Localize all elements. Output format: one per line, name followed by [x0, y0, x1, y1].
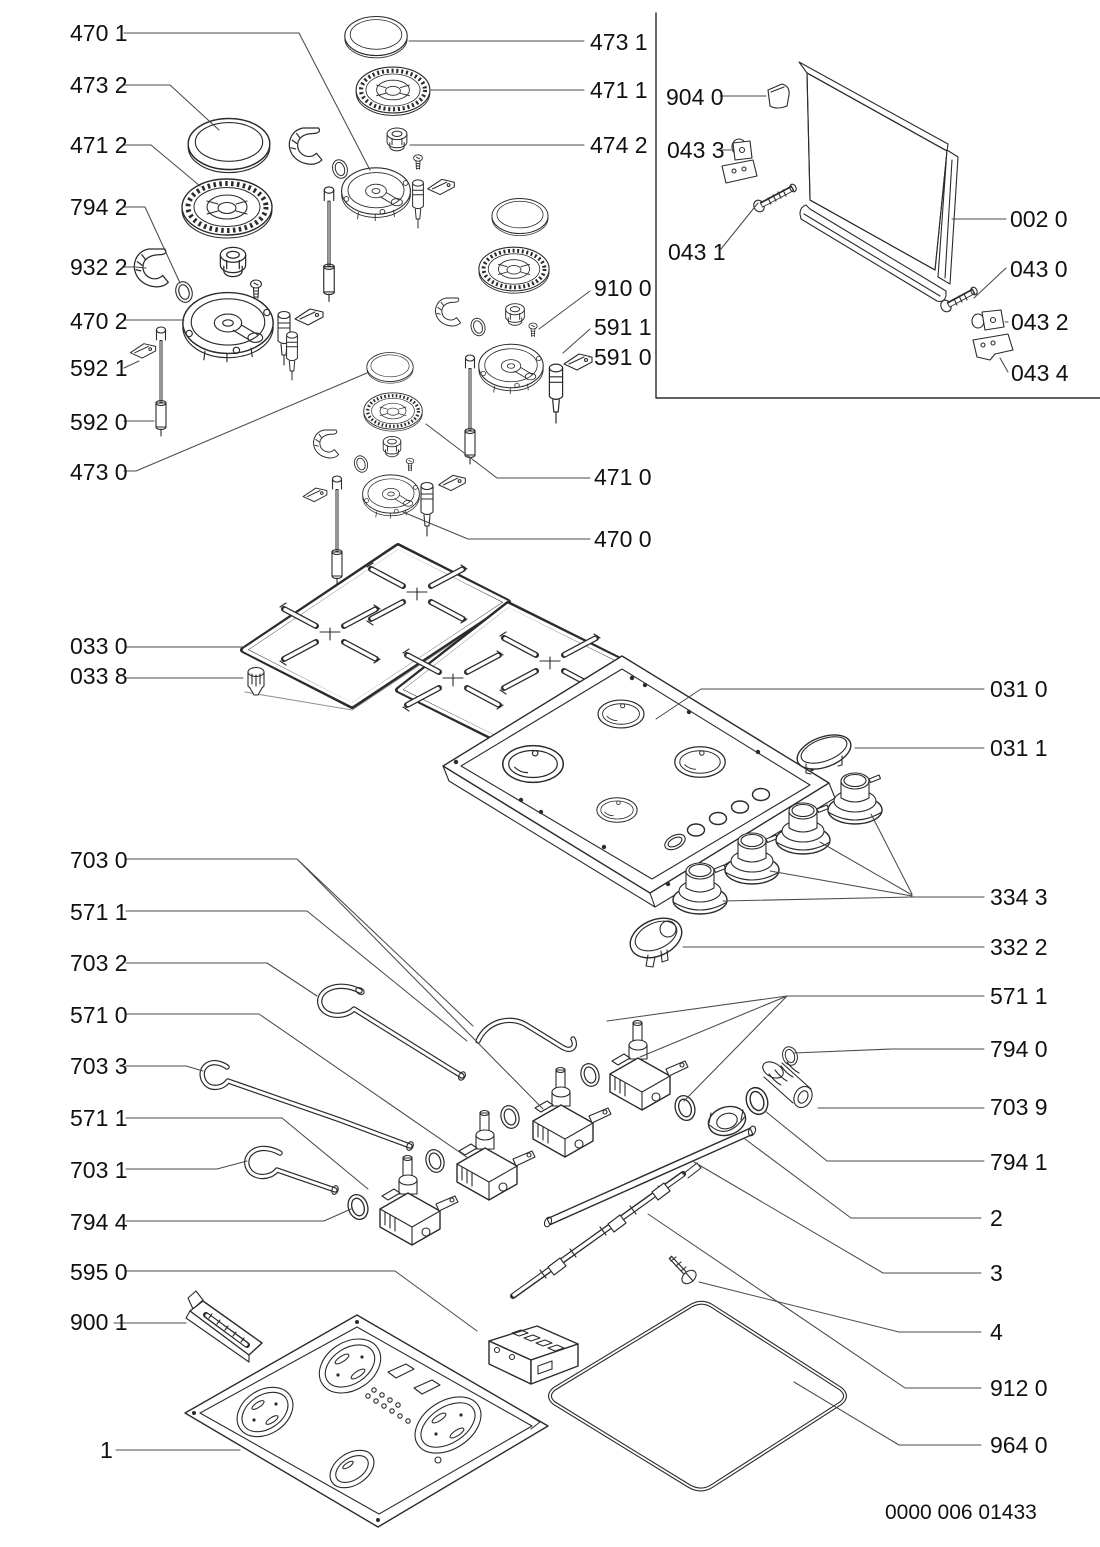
burner-opening: [503, 746, 563, 783]
gas-tap-valve: [457, 1111, 535, 1201]
screw: [414, 155, 423, 169]
bracket-plate-043-4: [973, 334, 1013, 360]
callout-904-0: 904 0: [666, 84, 724, 110]
callout-794-0: 794 0: [990, 1036, 1048, 1062]
injector-nut: [383, 436, 401, 456]
callout-591-1: 591 1: [594, 314, 652, 340]
callout-002-0: 002 0: [1010, 206, 1068, 232]
terminal-clip: [439, 475, 466, 490]
callout-471-0: 471 0: [594, 464, 652, 490]
leader-910-0: [539, 291, 590, 329]
leader-2: [745, 1139, 981, 1218]
injector-nut: [387, 128, 407, 151]
callout-473-0: 473 0: [70, 459, 128, 485]
gas-tap-valve: [380, 1156, 458, 1246]
spark-electrode: [156, 327, 166, 436]
callout-4: 4: [990, 1319, 1003, 1345]
callout-703-3: 703 3: [70, 1053, 128, 1079]
thermocouple: [413, 180, 424, 228]
leader-703-1: [126, 1161, 247, 1169]
terminal-clip: [303, 488, 327, 502]
thermocouple-clip-591-0: [564, 354, 592, 370]
burner-body: [183, 293, 273, 362]
flame-spreader-ring: [356, 67, 430, 115]
spark-generator-595-0: [489, 1326, 578, 1384]
screw-910: [529, 323, 537, 337]
seal-gasket-964-0: [550, 1303, 845, 1490]
burner-body: [363, 475, 420, 519]
callout-571-1a: 571 1: [70, 899, 128, 925]
grid-cross-arms: [280, 603, 380, 665]
terminal-clip: [428, 179, 455, 194]
callout-043-0: 043 0: [1010, 256, 1068, 282]
o-ring: [469, 316, 487, 337]
flame-spreader-ring: [364, 393, 423, 431]
coupling-ring: [498, 1103, 522, 1130]
leader-703-0: [126, 859, 543, 1109]
callout-3: 3: [990, 1260, 1003, 1286]
leader-043-0: [974, 268, 1006, 298]
burner-group-left: [130, 119, 323, 437]
callout-473-2: 473 2: [70, 72, 128, 98]
corner-piece-904: [768, 84, 789, 108]
callout-471-1: 471 1: [590, 77, 648, 103]
burner-group-top: [287, 17, 455, 381]
callout-703-0: 703 0: [70, 847, 128, 873]
leader-912-0: [648, 1214, 981, 1388]
callout-595-0: 595 0: [70, 1259, 128, 1285]
callout-470-0: 470 0: [594, 526, 652, 552]
saddle-clip: [289, 128, 322, 164]
callout-1: 1: [100, 1437, 113, 1463]
leader-794-4: [126, 1209, 351, 1221]
callout-592-0: 592 0: [70, 409, 128, 435]
leader-471-0: [426, 424, 590, 478]
leader-571-0: [126, 1014, 468, 1158]
burner-body: [342, 168, 411, 221]
saddle-clip: [436, 298, 461, 326]
terminal-clip: [130, 344, 155, 358]
callout-703-1: 703 1: [70, 1157, 128, 1183]
leader-794-0: [794, 1049, 984, 1053]
leader-043-1: [721, 203, 758, 249]
heat-shield-grill: [799, 62, 958, 301]
leader-571-1a: [126, 911, 467, 1041]
callout-043-2: 043 2: [1011, 309, 1069, 335]
ignition-button-332-2: [624, 911, 688, 967]
leader-595-0: [126, 1271, 477, 1331]
terminal-clip: [295, 309, 323, 325]
coupling-ring: [578, 1061, 602, 1088]
injector-nut: [506, 304, 525, 326]
leader-794-1: [765, 1111, 984, 1161]
callout-794-1: 794 1: [990, 1149, 1048, 1175]
electrode-sleeve: [287, 332, 298, 380]
coupling-ring: [423, 1147, 447, 1174]
callout-794-4: 794 4: [70, 1209, 128, 1235]
leader-703-2: [126, 963, 317, 996]
igniter-591-1: [549, 364, 562, 423]
burner-box-bracket-900-1: [186, 1291, 262, 1362]
saddle-clip: [314, 430, 339, 458]
callout-703-9: 703 9: [990, 1094, 1048, 1120]
callout-794-2: 794 2: [70, 194, 128, 220]
callout-900-1: 900 1: [70, 1309, 128, 1335]
burner-opening: [675, 747, 725, 778]
grid-cross-arms: [367, 563, 467, 625]
burner-cap: [188, 119, 270, 173]
callout-033-0: 033 0: [70, 633, 128, 659]
leader-703-3: [126, 1066, 203, 1071]
callout-471-2: 471 2: [70, 132, 128, 158]
burner-opening: [597, 798, 637, 822]
screw: [251, 280, 262, 298]
callout-591-0: 591 0: [594, 344, 652, 370]
callout-043-1: 043 1: [668, 239, 726, 265]
o-ring: [352, 454, 369, 474]
burner-opening: [598, 700, 644, 728]
callout-2: 2: [990, 1205, 1003, 1231]
flame-spreader-ring: [182, 179, 272, 238]
callout-470-2: 470 2: [70, 308, 128, 334]
o-ring: [330, 158, 350, 180]
screw-4: [670, 1257, 699, 1286]
callout-043-3: 043 3: [667, 137, 725, 163]
leader-591-1: [563, 329, 590, 353]
screw: [406, 458, 414, 471]
burner-cap: [345, 17, 407, 58]
callout-334-3: 334 3: [990, 884, 1048, 910]
callout-964-0: 964 0: [990, 1432, 1048, 1458]
coupling-ring: [672, 1093, 698, 1123]
spark-electrode: [324, 187, 335, 301]
leader-043-4: [1000, 358, 1008, 372]
callout-932-2: 932 2: [70, 254, 128, 280]
callout-033-8: 033 8: [70, 663, 128, 689]
injector-rail-912-0: [513, 1163, 701, 1296]
callout-571-1b: 571 1: [70, 1105, 128, 1131]
rubber-foot: [248, 668, 264, 696]
hinge-clamp-043-3: [722, 139, 757, 183]
callout-571-0: 571 0: [70, 1002, 128, 1028]
spark-electrode: [465, 355, 475, 464]
callout-703-2: 703 2: [70, 950, 128, 976]
callout-571-1c: 571 1: [990, 983, 1048, 1009]
callout-031-0: 031 0: [990, 676, 1048, 702]
burner-cap: [367, 353, 413, 384]
callout-031-1: 031 1: [990, 735, 1048, 761]
callout-910-0: 910 0: [594, 275, 652, 301]
grid-cross-arms: [403, 649, 503, 711]
callout-470-1: 470 1: [70, 20, 128, 46]
spark-electrode: [332, 476, 342, 585]
leader-470-0: [403, 512, 590, 539]
injector-nut: [220, 247, 245, 276]
leader-794-2: [124, 207, 180, 283]
drawing-number: 0000 006 01433: [885, 1501, 1037, 1524]
callout-912-0: 912 0: [990, 1375, 1048, 1401]
burner-body: [479, 344, 544, 394]
callout-592-1: 592 1: [70, 355, 128, 381]
gas-tap-valve: [533, 1068, 611, 1158]
callout-043-4: 043 4: [1011, 360, 1069, 386]
callout-473-1: 473 1: [590, 29, 648, 55]
control-knob: [828, 773, 882, 824]
burner-group-aux: [303, 353, 465, 586]
gas-tap-valve: [610, 1021, 688, 1111]
callout-332-2: 332 2: [990, 934, 1048, 960]
thermocouple: [421, 483, 433, 537]
callout-474-2: 474 2: [590, 132, 648, 158]
clamp-043-2: [972, 310, 1004, 330]
burner-group-right: [436, 199, 592, 465]
threaded-stud-043-1: [752, 183, 798, 214]
flame-spreader-ring: [479, 247, 549, 293]
o-ring: [173, 280, 195, 305]
coupling-ring: [345, 1192, 371, 1222]
burner-cap: [492, 199, 548, 236]
